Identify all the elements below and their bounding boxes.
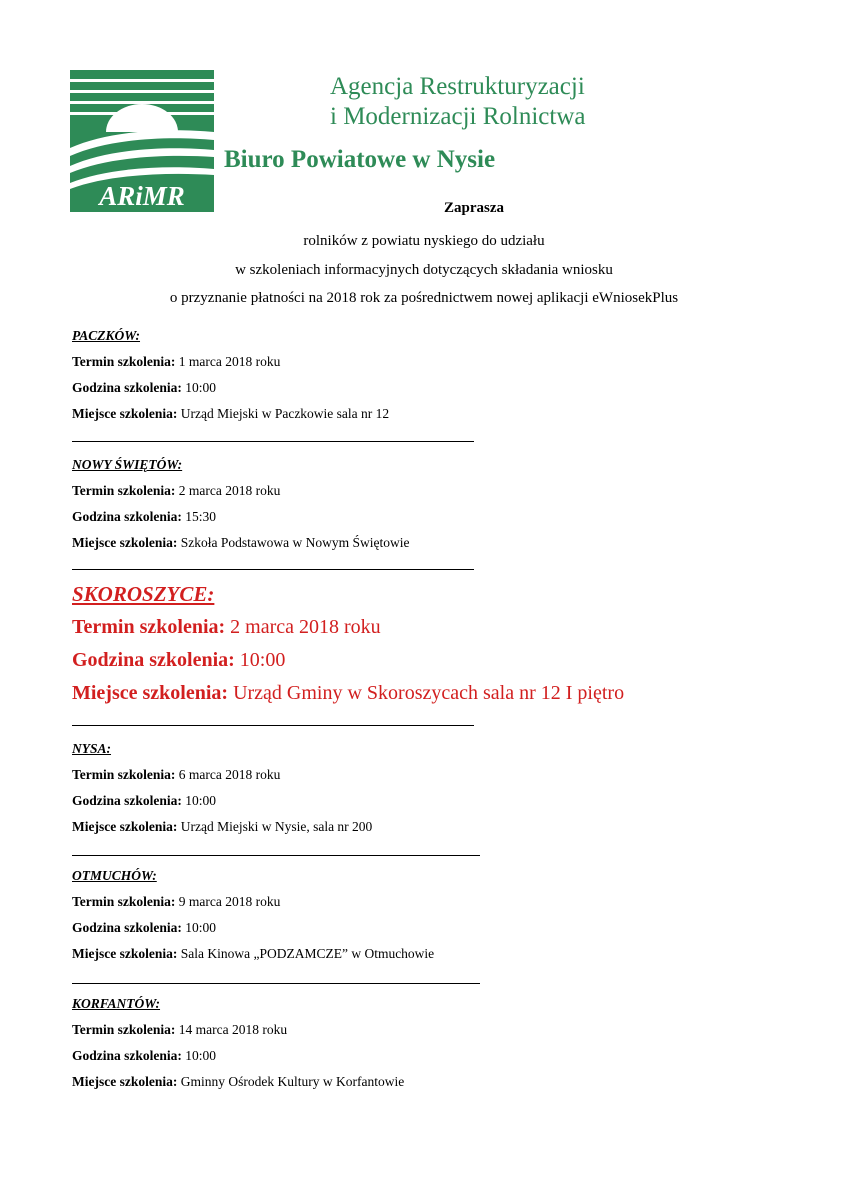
place-label: Miejsce szkolenia: <box>72 946 178 961</box>
session-term-row <box>72 352 389 378</box>
place-value: Sala Kinowa „PODZAMCZE” w Otmuchowie <box>180 946 435 961</box>
term-label: Termin szkolenia: <box>72 354 176 369</box>
term-value: 1 marca 2018 roku <box>178 354 281 369</box>
hour-label: Godzina szkolenia: <box>72 1048 182 1063</box>
separator-line <box>72 855 480 856</box>
separator-line <box>72 983 480 984</box>
session-paczkow <box>72 326 389 430</box>
invite-line-3: o przyznanie płatności na 2018 rok za pośrednictwem nowej aplikacji eWniosekPlus <box>169 290 679 306</box>
agency-name-line-2: i Modernizacji Rolnictwa <box>330 103 586 130</box>
session-otmuchow <box>72 866 434 970</box>
hour-value: 10:00 <box>185 1048 217 1063</box>
term-label: Termin szkolenia: <box>72 616 226 638</box>
term-label: Termin szkolenia: <box>72 1022 176 1037</box>
agency-name-line-1: Agencja Restrukturyzacji <box>330 73 585 100</box>
arimr-logo <box>70 70 214 212</box>
hour-value: 10:00 <box>185 380 217 395</box>
session-hour-row <box>72 1046 404 1072</box>
session-nowy-swietow <box>72 455 409 559</box>
invite-heading: Zaprasza <box>444 200 504 216</box>
term-value: 2 marca 2018 roku <box>230 616 381 638</box>
session-term-row <box>72 892 434 918</box>
invite-line-1: rolników z powiatu nyskiego do udziału <box>303 233 545 249</box>
hour-value: 10:00 <box>239 649 286 671</box>
session-place-row <box>72 533 409 559</box>
session-place-row <box>72 1072 404 1098</box>
hour-label: Godzina szkolenia: <box>72 509 182 524</box>
session-term-row <box>72 481 409 507</box>
hour-value: 10:00 <box>185 920 217 935</box>
session-hour-row <box>72 791 372 817</box>
place-label: Miejsce szkolenia: <box>72 1074 178 1089</box>
term-value: 9 marca 2018 roku <box>178 894 281 909</box>
place-label: Miejsce szkolenia: <box>72 819 178 834</box>
agency-name <box>330 72 585 132</box>
session-title: NOWY ŚWIĘTÓW: <box>72 457 183 472</box>
place-value: Gminny Ośrodek Kultury w Korfantowie <box>180 1074 405 1089</box>
office-name: Biuro Powiatowe w Nysie <box>224 146 496 173</box>
session-place-row <box>72 944 434 970</box>
place-label: Miejsce szkolenia: <box>72 535 178 550</box>
arimr-logo-graphic <box>70 70 214 212</box>
place-value: Urząd Miejski w Paczkowie sala nr 12 <box>180 406 390 421</box>
place-value: Urząd Miejski w Nysie, sala nr 200 <box>180 819 373 834</box>
arimr-logo-text: ARiMR <box>99 181 185 211</box>
term-value: 6 marca 2018 roku <box>178 767 281 782</box>
hour-label: Godzina szkolenia: <box>72 649 235 671</box>
invite-line-2: w szkoleniach informacyjnych dotyczących składania wniosku <box>235 262 613 278</box>
term-value: 14 marca 2018 roku <box>178 1022 288 1037</box>
separator-line <box>72 569 474 570</box>
hour-label: Godzina szkolenia: <box>72 380 182 395</box>
session-place-row <box>72 404 389 430</box>
term-label: Termin szkolenia: <box>72 483 176 498</box>
session-title: PACZKÓW: <box>72 328 141 343</box>
session-title: SKOROSZYCE: <box>72 582 215 606</box>
session-hour-row <box>72 647 624 680</box>
session-skoroszyce <box>72 581 624 713</box>
hour-value: 15:30 <box>185 509 217 524</box>
separator-line <box>72 725 474 726</box>
session-title: KORFANTÓW: <box>72 996 161 1011</box>
hour-label: Godzina szkolenia: <box>72 920 182 935</box>
place-value: Szkoła Podstawowa w Nowym Świętowie <box>180 535 410 550</box>
session-title: NYSA: <box>72 741 112 756</box>
place-label: Miejsce szkolenia: <box>72 406 178 421</box>
session-nysa <box>72 739 372 843</box>
session-term-row <box>72 614 624 647</box>
session-title: OTMUCHÓW: <box>72 868 157 883</box>
session-hour-row <box>72 378 389 404</box>
session-hour-row <box>72 507 409 533</box>
place-label: Miejsce szkolenia: <box>72 682 229 704</box>
term-label: Termin szkolenia: <box>72 767 176 782</box>
session-korfantow <box>72 994 404 1098</box>
term-label: Termin szkolenia: <box>72 894 176 909</box>
separator-line <box>72 441 474 442</box>
session-place-row <box>72 817 372 843</box>
session-term-row <box>72 1020 404 1046</box>
hour-value: 10:00 <box>185 793 217 808</box>
place-value: Urząd Gminy w Skoroszycach sala nr 12 I piętro <box>233 682 625 704</box>
session-place-row <box>72 680 624 713</box>
session-hour-row <box>72 918 434 944</box>
hour-label: Godzina szkolenia: <box>72 793 182 808</box>
session-term-row <box>72 765 372 791</box>
term-value: 2 marca 2018 roku <box>178 483 281 498</box>
